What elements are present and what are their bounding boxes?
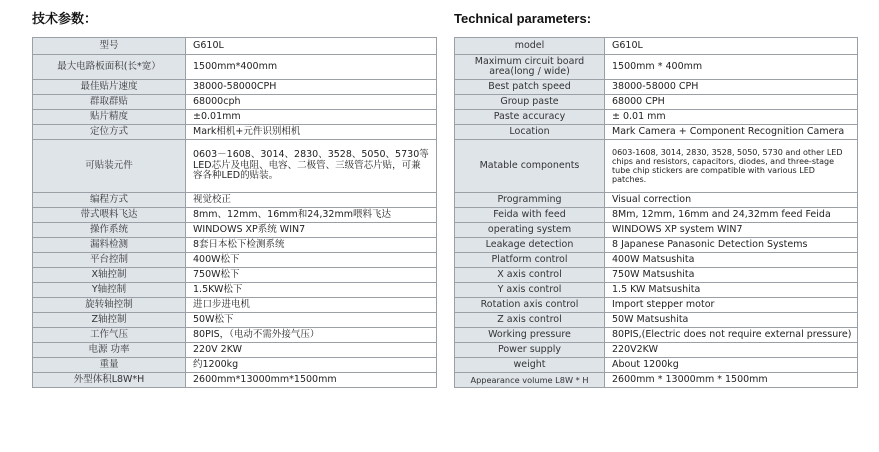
spec-label: Platform control	[455, 253, 605, 268]
chinese-spec-title: 技术参数：	[32, 11, 98, 26]
spec-label: Z轴控制	[33, 313, 186, 328]
spec-label: 编程方式	[33, 193, 186, 208]
spec-label: 平台控制	[33, 253, 186, 268]
spec-label: Appearance volume L8W * H	[455, 373, 605, 388]
spec-label: 电源 功率	[33, 343, 186, 358]
spec-row	[455, 283, 858, 298]
spec-label: 群取群贴	[33, 95, 186, 110]
spec-label: 可贴装元件	[33, 140, 186, 193]
spec-label: Location	[455, 125, 605, 140]
spec-label: X axis control	[455, 268, 605, 283]
spec-row	[33, 125, 437, 140]
spec-value: 38000-58000 CPH	[605, 80, 858, 95]
spec-row	[455, 268, 858, 283]
spec-row	[33, 223, 437, 238]
spec-value: WINDOWS XP系统 WIN7	[186, 223, 437, 238]
english-spec-panel	[454, 9, 858, 388]
spec-row	[455, 328, 858, 343]
spec-row	[33, 283, 437, 298]
spec-label: 型号	[33, 38, 186, 55]
spec-value: 400W Matsushita	[605, 253, 858, 268]
spec-value: 8 Japanese Panasonic Detection Systems	[605, 238, 858, 253]
spec-value: ± 0.01 mm	[605, 110, 858, 125]
spec-label: 操作系统	[33, 223, 186, 238]
spec-row	[455, 253, 858, 268]
spec-value: 220V 2KW	[186, 343, 437, 358]
spec-row	[33, 238, 437, 253]
spec-row	[33, 358, 437, 373]
spec-row	[455, 238, 858, 253]
spec-row	[455, 373, 858, 388]
spec-row	[33, 193, 437, 208]
spec-value: WINDOWS XP system WIN7	[605, 223, 858, 238]
spec-value: 750W Matsushita	[605, 268, 858, 283]
spec-label: 最佳贴片速度	[33, 80, 186, 95]
spec-row	[33, 268, 437, 283]
spec-row	[455, 313, 858, 328]
spec-row	[455, 110, 858, 125]
spec-value: 220V2KW	[605, 343, 858, 358]
spec-row	[33, 328, 437, 343]
spec-label: model	[455, 38, 605, 55]
spec-value: Visual correction	[605, 193, 858, 208]
spec-label: Leakage detection	[455, 238, 605, 253]
spec-row	[455, 298, 858, 313]
spec-label: 工作气压	[33, 328, 186, 343]
spec-value: 750W松下	[186, 268, 437, 283]
spec-row	[33, 208, 437, 223]
chinese-spec-table	[32, 37, 437, 388]
spec-row	[455, 223, 858, 238]
spec-row	[33, 55, 437, 80]
spec-value: ±0.01mm	[186, 110, 437, 125]
spec-value: 8套日本松下检测系统	[186, 238, 437, 253]
spec-label: Paste accuracy	[455, 110, 605, 125]
spec-label: 最大电路板面积(长*宽）	[33, 55, 186, 80]
spec-row	[455, 125, 858, 140]
spec-label: Z axis control	[455, 313, 605, 328]
spec-row	[455, 95, 858, 110]
spec-label: Feida with feed	[455, 208, 605, 223]
spec-label: Y axis control	[455, 283, 605, 298]
spec-value: 8mm、12mm、16mm和24,32mm喂料飞达	[186, 208, 437, 223]
spec-row	[33, 313, 437, 328]
spec-value: 68000 CPH	[605, 95, 858, 110]
spec-row	[455, 140, 858, 193]
spec-value: 80PIS，（电动不需外接气压）	[186, 328, 437, 343]
spec-row	[33, 80, 437, 95]
spec-label: 定位方式	[33, 125, 186, 140]
spec-value: 2600mm*13000mm*1500mm	[186, 373, 437, 388]
spec-label: 重量	[33, 358, 186, 373]
spec-row	[33, 140, 437, 193]
spec-value: 0603－1608、3014、2830、3528、5050、5730等LED芯片及电阻、电容、二极管、三级管芯片贴，可兼容各种LED的贴装。	[186, 140, 437, 193]
spec-value: 1500mm * 400mm	[605, 55, 858, 80]
spec-row	[33, 95, 437, 110]
spec-label: Programming	[455, 193, 605, 208]
spec-value: 1500mm*400mm	[186, 55, 437, 80]
spec-row	[33, 298, 437, 313]
chinese-spec-panel	[32, 9, 437, 388]
spec-value: 68000cph	[186, 95, 437, 110]
spec-value: 38000-58000CPH	[186, 80, 437, 95]
spec-row	[33, 343, 437, 358]
spec-label: Y轴控制	[33, 283, 186, 298]
spec-value: G610L	[605, 38, 858, 55]
spec-value: 400W松下	[186, 253, 437, 268]
spec-label: weight	[455, 358, 605, 373]
spec-value: 进口步进电机	[186, 298, 437, 313]
spec-value: 约1200kg	[186, 358, 437, 373]
spec-value: 1.5KW松下	[186, 283, 437, 298]
spec-label: X轴控制	[33, 268, 186, 283]
spec-value: 8Mm, 12mm, 16mm and 24,32mm feed Feida	[605, 208, 858, 223]
spec-label: Maximum circuit board area(long / wide)	[455, 55, 605, 80]
spec-value: 50W松下	[186, 313, 437, 328]
spec-row	[33, 110, 437, 125]
spec-label: Group paste	[455, 95, 605, 110]
spec-label: Power supply	[455, 343, 605, 358]
spec-label: 外型体积L8W*H	[33, 373, 186, 388]
spec-row	[33, 253, 437, 268]
spec-label: Best patch speed	[455, 80, 605, 95]
spec-label: operating system	[455, 223, 605, 238]
spec-row	[455, 343, 858, 358]
spec-value: 1.5 KW Matsushita	[605, 283, 858, 298]
spec-value: 0603-1608, 3014, 2830, 3528, 5050, 5730 and other LED chips and resistors, capacitors, diodes, and three-stage tube chip stickers are compatible with various LED patches.	[605, 140, 858, 193]
spec-label: Working pressure	[455, 328, 605, 343]
spec-row	[455, 208, 858, 223]
spec-value: Mark相机+元件识别相机	[186, 125, 437, 140]
spec-label: 旋转轴控制	[33, 298, 186, 313]
spec-value: 80PIS,(Electric does not require external pressure)	[605, 328, 858, 343]
spec-row	[455, 55, 858, 80]
spec-row	[33, 38, 437, 55]
spec-row	[455, 358, 858, 373]
spec-row	[455, 193, 858, 208]
spec-value: 视觉校正	[186, 193, 437, 208]
spec-value: Import stepper motor	[605, 298, 858, 313]
spec-label: 漏料检测	[33, 238, 186, 253]
spec-value: 50W Matsushita	[605, 313, 858, 328]
english-spec-title: Technical parameters:	[454, 11, 592, 26]
english-spec-table	[454, 37, 858, 388]
spec-label: Matable components	[455, 140, 605, 193]
spec-row	[455, 80, 858, 95]
spec-row	[33, 373, 437, 388]
spec-label: 贴片精度	[33, 110, 186, 125]
spec-value: G610L	[186, 38, 437, 55]
spec-label: 带式喂料飞达	[33, 208, 186, 223]
spec-label: Rotation axis control	[455, 298, 605, 313]
spec-value: About 1200kg	[605, 358, 858, 373]
spec-row	[455, 38, 858, 55]
spec-value: 2600mm * 13000mm * 1500mm	[605, 373, 858, 388]
spec-value: Mark Camera + Component Recognition Camera	[605, 125, 858, 140]
